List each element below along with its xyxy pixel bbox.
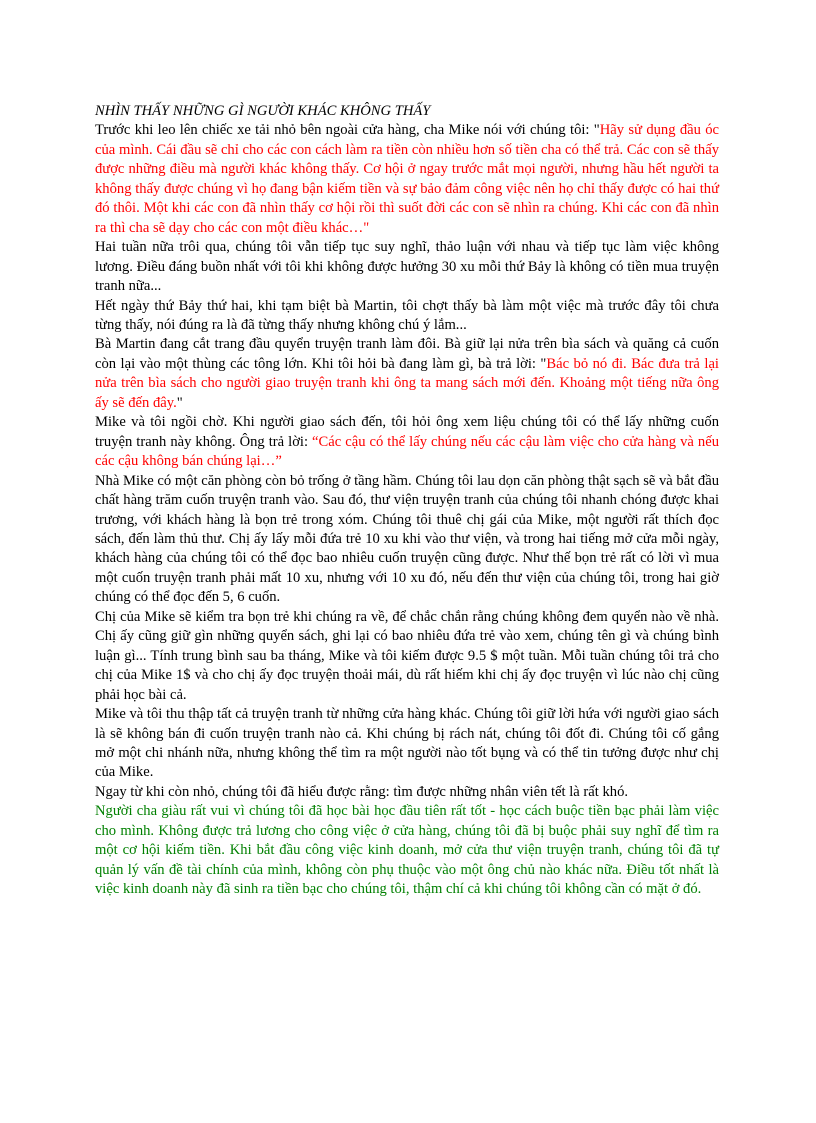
paragraph-10-lesson: Người cha giàu rất vui vì chúng tôi đã học bài học đầu tiên rất tốt - học cách buộc tiền bạc phải làm việc cho mình. Không được trả lương cho công việc ở cửa hàng, chúng tôi đã bị buộc phải suy nghĩ để tìm ra một cơ hội kiếm tiền. Khi bắt đầu công việc kinh doanh, mở cửa thư viện truyện tranh, chúng tôi đã tự quản lý vấn đề tài chính của mình, không còn phụ thuộc vào một ông chủ nào khác nữa. Điều tốt nhất là việc kinh doanh này đã sinh ra tiền bạc cho chúng tôi, thậm chí cả khi chúng tôi không cần có mặt ở đó. — [95, 803, 719, 898]
document-title: NHÌN THẤY NHỮNG GÌ NGƯỜI KHÁC KHÔNG THẤY — [95, 103, 431, 119]
paragraph-2: Hai tuần nữa trôi qua, chúng tôi vẫn tiếp tục suy nghĩ, thảo luận với nhau và tiếp tục làm việc không lương. Điều đáng buồn nhất với tôi khi không được hưởng 30 xu mỗi thứ Bảy là không có tiền mua truyện tranh nữa... — [95, 239, 719, 295]
paragraph-8: Mike và tôi thu thập tất cả truyện tranh từ những cửa hàng khác. Chúng tôi giữ lời hứa với người giao sách là sẽ không bán đi cuốn truyện tranh nào cả. Khi chúng bị rách nát, chúng tôi đốt đi. Chúng tôi cố gắng mở một chi nhánh nữa, nhưng không thể tìm ra một người nào tốt bụng và có thể tin tưởng được như chị của Mike. — [95, 706, 719, 781]
paragraph-1 — [95, 121, 719, 238]
paragraph-4-lead: Bà Martin đang cắt trang đầu quyển truyện tranh làm đôi. Bà giữ lại nửa trên bìa sách và quăng cả cuốn còn lại vào một thùng các tông lớn. Khi tôi hỏi bà đang làm gì, bà trả lời: " — [95, 336, 719, 372]
paragraph-5-lead: Mike và tôi ngồi chờ. Khi người giao sách đến, tôi hỏi ông xem liệu chúng tôi có thể lấy những cuốn truyện tranh này không. Ông trả lời: — [95, 414, 719, 450]
paragraph-5-quote: “Các cậu có thể lấy chúng nếu các cậu làm việc cho cửa hàng và nếu các cậu không bán chúng lại…” — [95, 433, 719, 470]
paragraph-1-lead: Trước khi leo lên chiếc xe tải nhỏ bên ngoài cửa hàng, cha Mike nói với chúng tôi: " — [95, 122, 600, 139]
paragraph-4-quote: Bác bỏ nó đi. Bác đưa trả lại nửa trên bìa sách cho người giao truyện tranh khi ông ta mang sách mới đến. Khoảng một tiếng nữa ông ấy sẽ đến đây. — [95, 355, 719, 411]
document-page — [95, 102, 719, 900]
paragraph-1-quote: Hãy sử dụng đầu óc của mình. Cái đầu sẽ chỉ cho các con cách làm ra tiền còn nhiều hơn số tiền cha có thể trả. Các con sẽ thấy được những điều mà người khác không thấy. Cơ hội ở ngay trước mắt mọi người, nhưng hầu hết người ta không thấy được chúng vì họ đang bận kiếm tiền và sự bảo đảm công việc nên họ chỉ thấy được có hai thứ đó thôi. Một khi các con đã nhìn thấy cơ hội rồi thì suốt đời các con sẽ nhìn ra chúng. Khi các con đã nhìn ra thì cha sẽ dạy cho các con một điều khác…" — [95, 122, 719, 236]
paragraph-7: Chị của Mike sẽ kiểm tra bọn trẻ khi chúng ra về, để chắc chắn rằng chúng không đem quyển nào về nhà. Chị ấy cũng giữ gìn những quyển sách, ghi lại có bao nhiêu đứa trẻ vào xem, chúng tên gì và chúng bình luận gì... Tính trung bình sau ba tháng, Mike và tôi kiếm được 9.5 $ một tuần. Mỗi tuần chúng tôi trả cho chị của Mike 1$ và cho chị ấy đọc truyện thoải mái, dù rất hiếm khi chị ấy đọc truyện vì lúc nào chị cũng phải học bài cả. — [95, 608, 719, 703]
paragraph-9: Ngay từ khi còn nhỏ, chúng tôi đã hiểu được rằng: tìm được những nhân viên tết là rất khó. — [95, 783, 629, 800]
paragraph-4-tail: " — [176, 394, 183, 411]
paragraph-3: Hết ngày thứ Bảy thứ hai, khi tạm biệt bà Martin, tôi chợt thấy bà làm một việc mà trước đây tôi chưa từng thấy, nói đúng ra là đã từng thấy nhưng không chú ý lắm... — [95, 297, 719, 333]
paragraph-4 — [95, 335, 719, 413]
paragraph-5 — [95, 413, 719, 471]
paragraph-6: Nhà Mike có một căn phòng còn bỏ trống ở tầng hầm. Chúng tôi lau dọn căn phòng thật sạch sẽ và bắt đầu chất hàng trăm cuốn truyện tranh vào. Sau đó, thư viện truyện tranh của chúng tôi nhanh chóng được khai trương, với khách hàng là bọn trẻ trong xóm. Chúng tôi thuê chị gái của Mike, một người rất thích đọc sách, đến làm thủ thư. Chị ấy lấy mỗi đứa trẻ 10 xu khi vào thư viện, và trong hai tiếng mở cửa mỗi ngày, khách hàng của chúng tôi có thể đọc bao nhiêu cuốn truyện cũng được. Như thế bọn trẻ rất có lời vì mua một cuốn truyện tranh phải mất 10 xu, nhưng với 10 xu đó, nếu đến thư viện của chúng tôi, trong hai giờ chúng có thể đọc đến 5, 6 cuốn. — [95, 472, 719, 606]
